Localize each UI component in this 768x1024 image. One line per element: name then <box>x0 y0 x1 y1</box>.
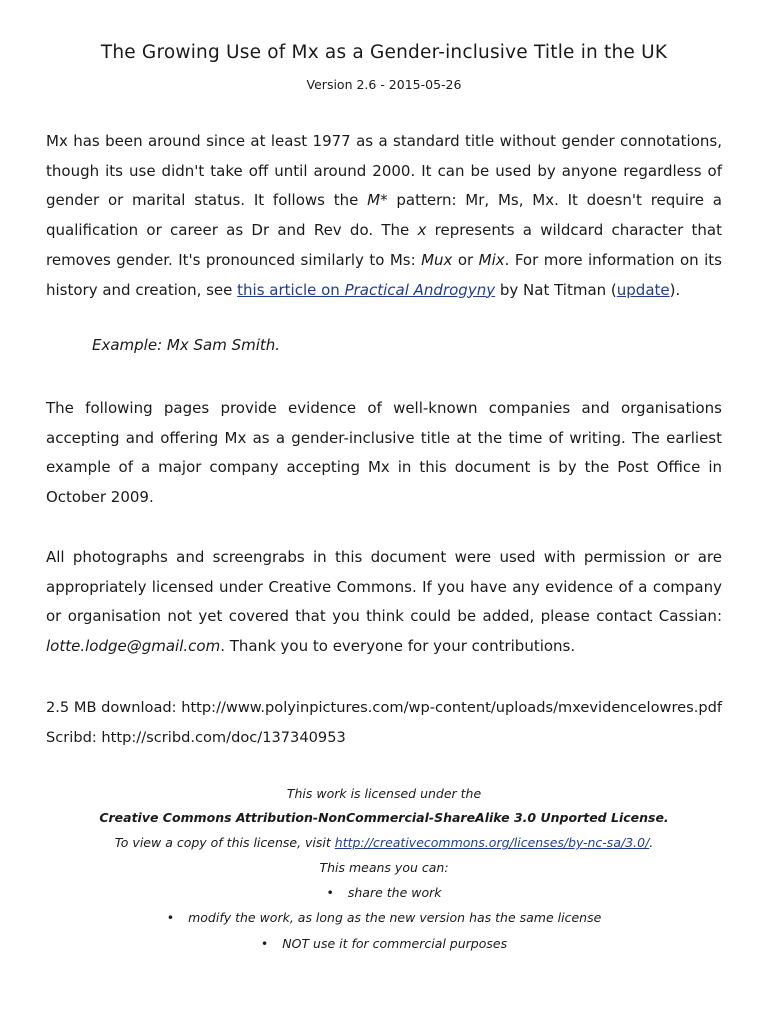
permissions-paragraph: All photographs and screengrabs in this document were used with permission or are appropriately licensed under Creative Commons. If you have any evidence of a company or organisation not yet covered that you think could be added, please contact Cassian: lotte.lodge@gmail.com. Thank you to everyone for your contributions. <box>46 548 722 656</box>
license-item: • modify the work, as long as the new version has the same license <box>166 910 602 925</box>
license-item: • NOT use it for commercial purposes <box>260 936 508 951</box>
license-intro: This work is licensed under the <box>286 786 482 801</box>
example-line: Example: Mx Sam Smith. <box>92 336 281 354</box>
download-links <box>46 693 722 752</box>
bullet-icon: • <box>260 936 269 951</box>
scribd-line: Scribd: http://scribd.com/doc/137340953 <box>46 728 346 746</box>
license-item: • share the work <box>326 885 442 900</box>
license-means: This means you can: <box>319 860 449 875</box>
bullet-icon: • <box>326 885 334 900</box>
bullet-icon: • <box>166 910 175 925</box>
document-title: The Growing Use of Mx as a Gender-inclusive Title in the UK <box>100 42 668 63</box>
intro-paragraph: Mx has been around since at least 1977 as a standard title without gender connotations, though its use didn't take off until around 2000. It can be used by anyone regardless of gender or marital status. It follows the M* pattern: Mr, Ms, Mx. It doesn't require a qualification or career as Dr and Rev do. The x represents a wildcard character that removes gender. It's pronounced similarly to Ms: Mux or Mix. For more information on its history and creation, see this article on Practical Androgyny by Nat Titman (update). <box>46 132 722 299</box>
download-pdf-line: 2.5 MB download: http://www.polyinpictures.com/wp-content/uploads/mxevidencelowres.pdf <box>46 699 723 716</box>
practical-androgyny-link[interactable]: this article on Practical Androgyny <box>237 280 496 299</box>
license-visit-line: To view a copy of this license, visit http://creativecommons.org/licenses/by-nc-sa/3.0/. <box>114 835 654 850</box>
version-line: Version 2.6 - 2015-05-26 <box>306 77 462 92</box>
evidence-paragraph: The following pages provide evidence of well-known companies and organisations accepting and offering Mx as a gender-inclusive title at the time of writing. The earliest example of a major company accepting Mx in this document is by the Post Office in October 2009. <box>46 399 722 507</box>
email-address: lotte.lodge@gmail.com <box>46 637 221 656</box>
license-url-link[interactable]: http://creativecommons.org/licenses/by-nc-sa/3.0/ <box>334 835 650 850</box>
license-name: Creative Commons Attribution-NonCommercial-ShareAlike 3.0 Unported License. <box>99 810 669 825</box>
update-link[interactable]: update <box>616 280 670 299</box>
